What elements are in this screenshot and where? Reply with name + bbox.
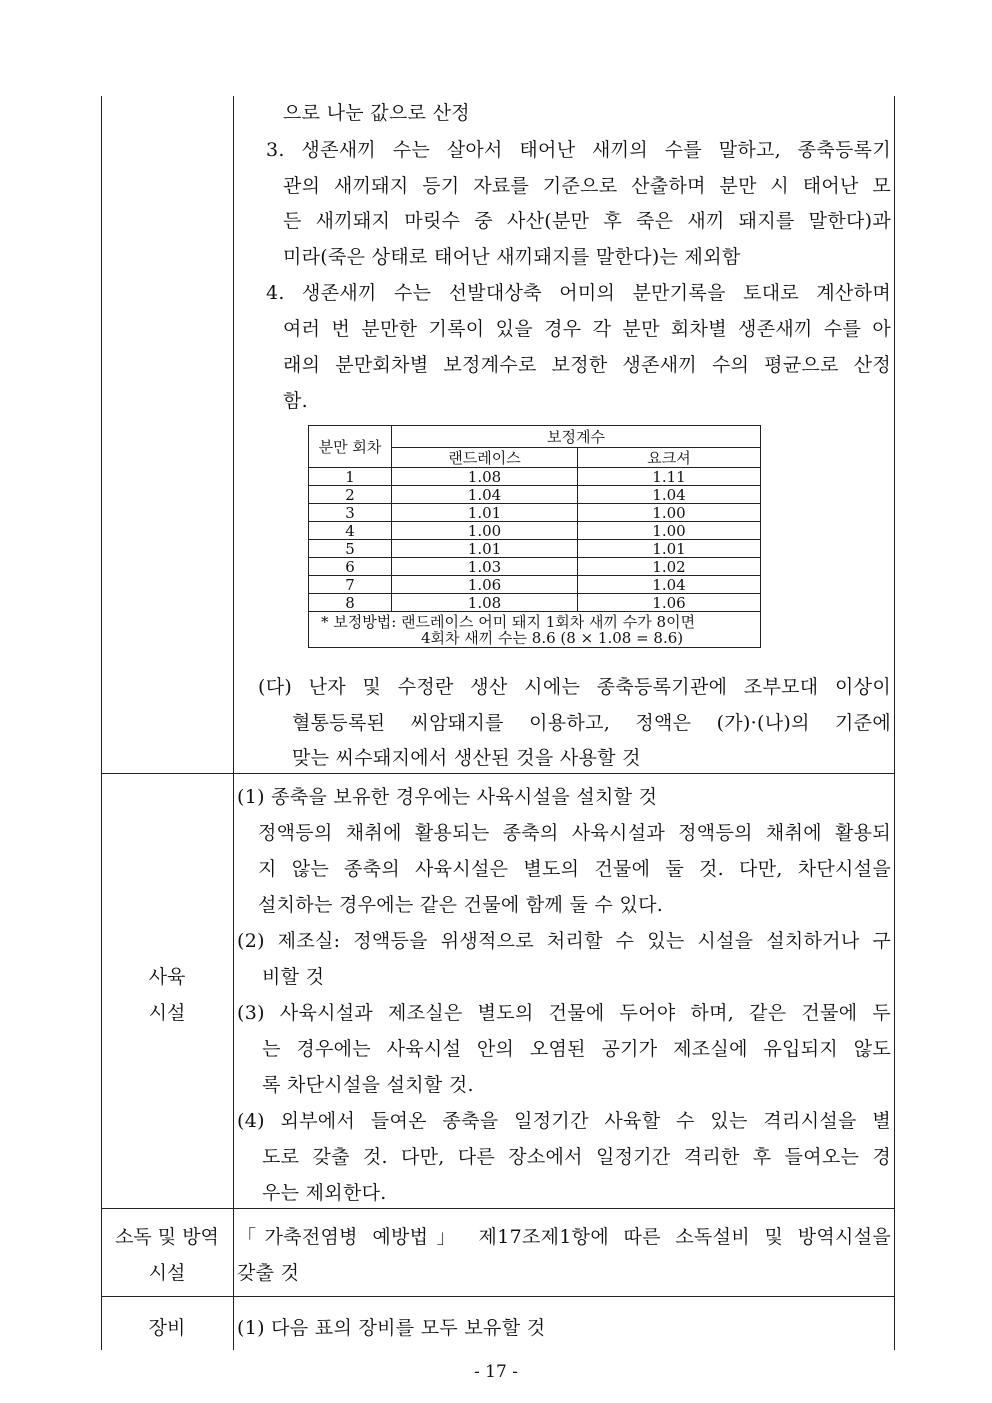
table-row (309, 558, 761, 576)
table-row (309, 504, 761, 522)
table-row (309, 522, 761, 540)
disinfection-label-line-1: 소독 및 방역 (115, 1226, 219, 1248)
housing-line-3: 지 않는 종축의 사육시설은 별도의 건물에 둘 것. 다만, 차단시설을 (258, 858, 891, 880)
header-correction-coefficient: 보정계수 (392, 426, 761, 448)
cell-round: 6 (309, 558, 392, 576)
housing-line-7: (3) 사육시설과 제조실은 별도의 건물에 두어야 하며, 같은 건물에 두 (237, 1002, 891, 1024)
table-row (309, 468, 761, 486)
header-birth-round: 분만 회차 (309, 426, 392, 468)
cell-round: 5 (309, 540, 392, 558)
table-row (309, 594, 761, 612)
row-divider-equipment (101, 1296, 895, 1297)
table-column-divider (233, 96, 234, 1350)
table-left-border (101, 96, 102, 1350)
cell-round: 8 (309, 594, 392, 612)
table-row (309, 576, 761, 594)
cell-round: 7 (309, 576, 392, 594)
cell-landrace: 1.08 (392, 594, 578, 612)
row-divider-disinfection (101, 1208, 895, 1209)
cell-landrace: 1.01 (392, 540, 578, 558)
correction-coefficient-table (308, 425, 761, 648)
note-line-1: * 보정방법: 랜드레이스 어미 돼지 1회차 새끼 수가 8이면 (321, 612, 696, 631)
note-line-2: 4회차 새끼 수는 8.6 (8 × 1.08 = 8.6) (421, 628, 684, 647)
criteria-bottom-line-2: 혈통등록된 씨암돼지를 이용하고, 정액은 (가)·(나)의 기준에 (292, 712, 891, 734)
housing-line-2: 정액등의 채취에 활용되는 종축의 사육시설과 정액등의 채취에 활용되 (258, 822, 891, 844)
criteria-line-5: 미라(죽은 상태로 태어난 새끼돼지를 말한다)는 제외함 (283, 246, 741, 268)
table-row (309, 486, 761, 504)
criteria-line-8: 래의 분만회차별 보정계수로 보정한 생존새끼 수의 평균으로 산정 (283, 354, 891, 376)
disinfection-line-2: 갖출 것 (237, 1262, 300, 1284)
housing-line-8: 는 경우에는 사육시설 안의 오염된 공기가 제조실에 유입되지 않도 (262, 1038, 891, 1060)
cell-round: 4 (309, 522, 392, 540)
criteria-line-2: 3. 생존새끼 수는 살아서 태어난 새끼의 수를 말하고, 종축등록기 (266, 139, 891, 161)
criteria-line-1: 으로 나눈 값으로 산정 (283, 102, 470, 124)
table-right-border (894, 96, 895, 1350)
housing-label-line-1: 사육 (148, 966, 186, 988)
housing-line-6: 비할 것 (262, 966, 325, 988)
criteria-line-9: 함. (283, 390, 308, 412)
criteria-bottom-line-1: (다) 난자 및 수정란 생산 시에는 종축등록기관에 조부모대 이상이 (258, 676, 891, 698)
criteria-line-7: 여러 번 분만한 기록이 있을 경우 각 분만 회차별 생존새끼 수를 아 (283, 318, 891, 340)
cell-round: 2 (309, 486, 392, 504)
housing-line-9: 록 차단시설을 설치할 것. (262, 1074, 474, 1096)
cell-yorkshire: 1.01 (578, 540, 761, 558)
housing-line-11: 도로 갖출 것. 다만, 다른 장소에서 일정기간 격리한 후 들여오는 경 (262, 1146, 891, 1168)
housing-line-10: (4) 외부에서 들여온 종축을 일정기간 사육할 수 있는 격리시설을 별 (237, 1110, 891, 1132)
row-divider-housing (101, 773, 895, 774)
disinfection-line-1: 「가축전염병 예방법」 제17조제1항에 따른 소독설비 및 방역시설을 (237, 1226, 891, 1248)
cell-landrace: 1.00 (392, 522, 578, 540)
equipment-line-1: (1) 다음 표의 장비를 모두 보유할 것 (237, 1317, 546, 1339)
housing-line-5: (2) 제조실: 정액등을 위생적으로 처리할 수 있는 시설을 설치하거나 구 (237, 930, 891, 952)
cell-yorkshire: 1.02 (578, 558, 761, 576)
criteria-line-3: 관의 새끼돼지 등기 자료를 기준으로 산출하며 분만 시 태어난 모 (283, 175, 891, 197)
cell-landrace: 1.01 (392, 504, 578, 522)
cell-yorkshire: 1.04 (578, 486, 761, 504)
correction-method-note (309, 612, 761, 648)
equipment-label: 장비 (148, 1317, 186, 1339)
disinfection-label-line-2: 시설 (148, 1262, 186, 1284)
criteria-line-6: 4. 생존새끼 수는 선발대상축 어미의 분만기록을 토대로 계산하며 (266, 282, 891, 304)
housing-line-1: (1) 종축을 보유한 경우에는 사육시설을 설치할 것 (237, 786, 658, 808)
cell-yorkshire: 1.00 (578, 504, 761, 522)
housing-label-line-2: 시설 (148, 1002, 186, 1024)
cell-landrace: 1.08 (392, 468, 578, 486)
cell-round: 1 (309, 468, 392, 486)
cell-landrace: 1.06 (392, 576, 578, 594)
housing-line-4: 설치하는 경우에는 같은 건물에 함께 둘 수 있다. (258, 894, 664, 916)
header-yorkshire: 요크셔 (578, 448, 761, 468)
housing-line-12: 우는 제외한다. (262, 1182, 387, 1204)
table-row (309, 540, 761, 558)
criteria-line-4: 든 새끼돼지 마릿수 중 사산(분만 후 죽은 새끼 돼지를 말한다)과 (283, 210, 891, 232)
cell-yorkshire: 1.04 (578, 576, 761, 594)
cell-yorkshire: 1.06 (578, 594, 761, 612)
cell-yorkshire: 1.11 (578, 468, 761, 486)
cell-landrace: 1.04 (392, 486, 578, 504)
cell-landrace: 1.03 (392, 558, 578, 576)
cell-round: 3 (309, 504, 392, 522)
page-number: - 17 - (474, 1362, 518, 1382)
cell-yorkshire: 1.00 (578, 522, 761, 540)
header-landrace: 랜드레이스 (392, 448, 578, 468)
criteria-bottom-line-3: 맞는 씨수돼지에서 생산된 것을 사용할 것 (292, 747, 641, 769)
